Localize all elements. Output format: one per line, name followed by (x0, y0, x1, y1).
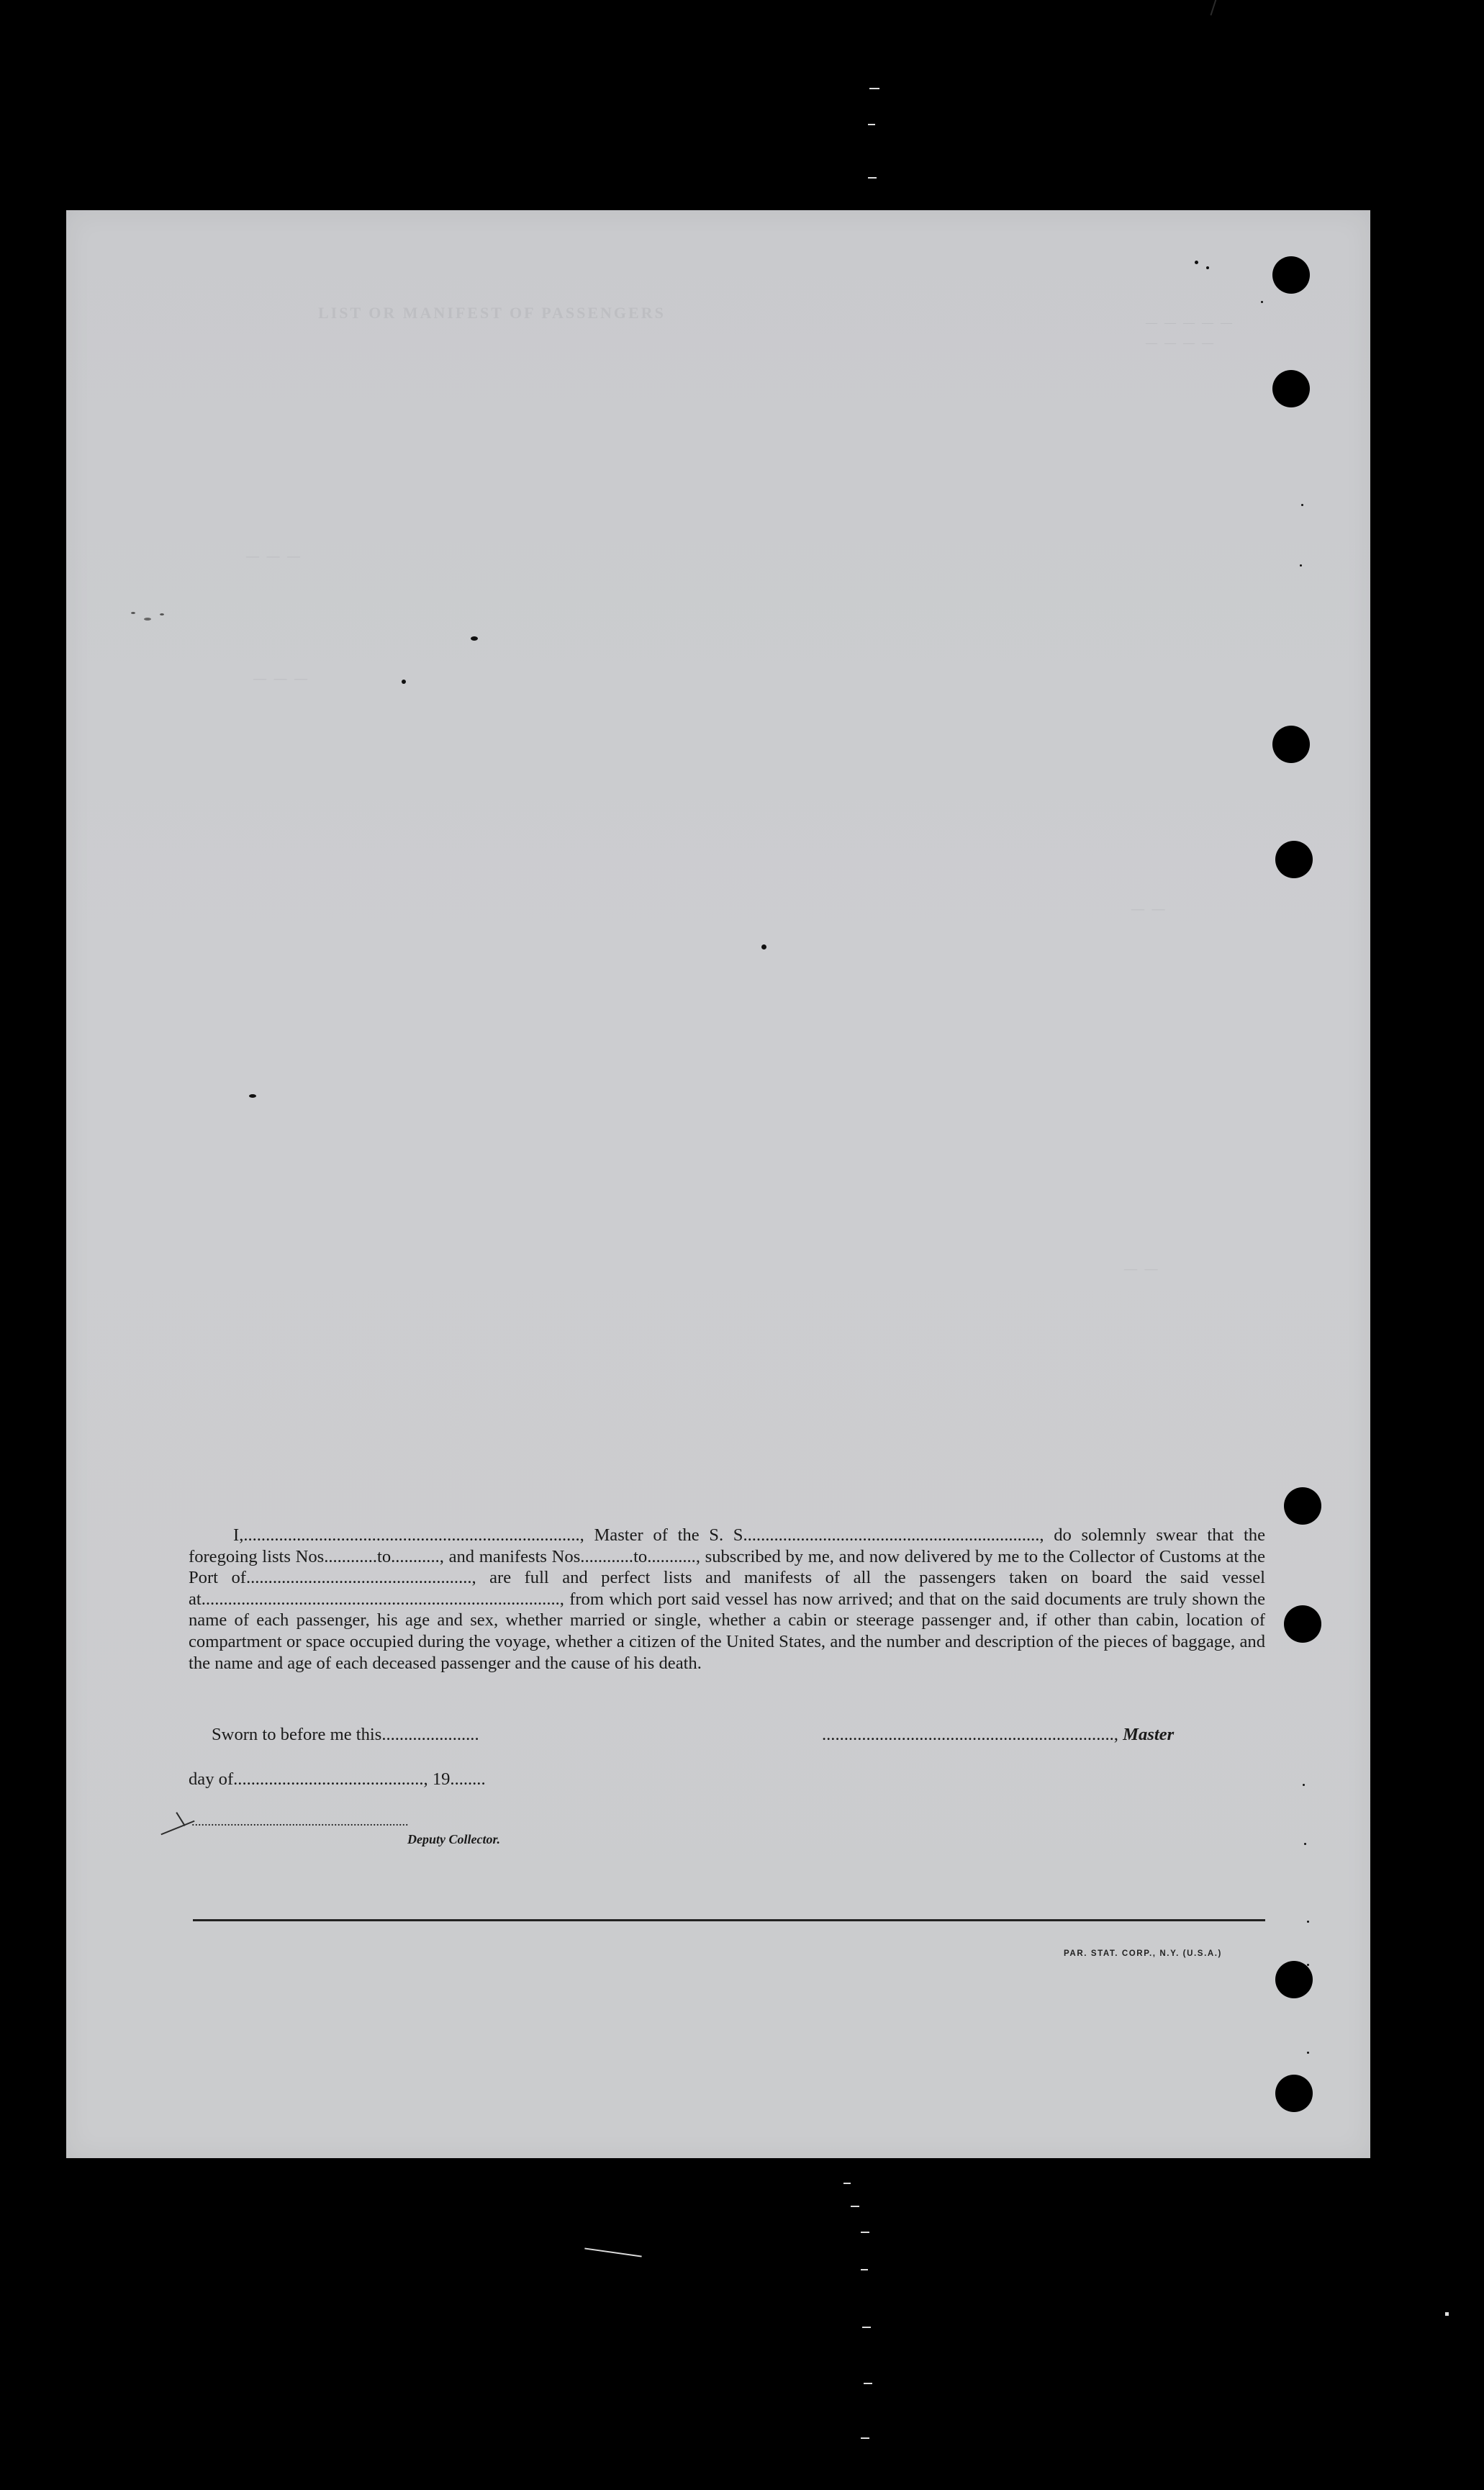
border-speck (1445, 2312, 1449, 2316)
master-signature-line (822, 1725, 1174, 1745)
scan-speck (1206, 266, 1209, 269)
scan-speck (1307, 1921, 1309, 1923)
scan-speck (471, 636, 478, 641)
scan-speck (1307, 1964, 1309, 1966)
binder-hole (1272, 370, 1310, 407)
border-speck (851, 2206, 859, 2207)
border-scratch (584, 2247, 641, 2257)
binder-hole (1275, 841, 1313, 878)
scan-speck (144, 618, 151, 621)
scan-speck (1303, 1784, 1305, 1786)
bleed-through-text: — — (1124, 1261, 1160, 1276)
footer-rule (193, 1919, 1265, 1921)
scan-speck (1301, 504, 1303, 506)
border-speck (862, 2327, 871, 2328)
deputy-collector-label: Deputy Collector. (407, 1832, 500, 1846)
scan-speck (160, 613, 164, 615)
scan-speck (402, 680, 406, 684)
bleed-through-text: — — — (253, 671, 309, 685)
scan-speck (1304, 1843, 1306, 1845)
border-speck (868, 124, 875, 125)
scan-speck (1300, 564, 1302, 567)
master-oath (189, 1525, 1265, 1674)
border-speck (861, 2232, 869, 2233)
printer-imprint: PAR. STAT. CORP., N.Y. (U.S.A.) (1064, 1949, 1222, 1958)
sworn-before-me-line: Sworn to before me this...................... (212, 1725, 479, 1744)
border-speck (869, 88, 879, 89)
border-speck (861, 2269, 868, 2270)
border-speck (861, 2437, 869, 2439)
binder-hole (1284, 1605, 1321, 1643)
binder-hole (1272, 726, 1310, 763)
scan-speck (249, 1094, 256, 1098)
scan-speck (761, 944, 766, 949)
bleed-through-text: — — — (246, 549, 302, 563)
handwritten-mark (176, 1812, 185, 1826)
scan-speck (131, 612, 135, 614)
deputy-collector-signature-line: ................................................................... (191, 1814, 409, 1828)
oath-paragraph: I,............................................................................, Master of the S. S..................................................................., do solemnly swear that the foregoing lists Nos............to..........., and manifests Nos............to..........., subscribed by me, and now delivered by me to the Collector of Customs at the Port of..................................................., are full and perfect lists and manifests of all the passengers taken on board the said vessel at................................................................................., from which port said vessel has now arrived; and that on the said documents are truly shown the name of each passenger, his age and sex, whether married or single, whether a cabin or steerage passenger and, if other than cabin, location of compartment or space occupied during the voyage, whether a citizen of the United States, and the number and description of the pieces of baggage, and the name and age of each deceased passenger and the cause of his death. (189, 1525, 1265, 1673)
scan-speck (1307, 2052, 1309, 2054)
border-scratch (1210, 0, 1218, 16)
binder-hole (1272, 256, 1310, 294)
scan-speck (1195, 261, 1198, 264)
binder-hole (1275, 1961, 1313, 1998)
scan-speck (1261, 301, 1263, 303)
day-of-line: day of..........................................., 19........ (189, 1769, 486, 1789)
master-signature-dots: .................................................................., (822, 1725, 1118, 1744)
handwritten-mark (160, 1821, 194, 1836)
master-label: Master (1123, 1725, 1175, 1744)
bleed-through-text: — — — — — (1146, 317, 1234, 329)
border-speck (843, 2183, 851, 2184)
binder-hole (1284, 1487, 1321, 1525)
document-page (66, 210, 1370, 2158)
bleed-through-text: LIST OR MANIFEST OF PASSENGERS (318, 304, 666, 322)
binder-hole (1275, 2075, 1313, 2112)
border-speck (868, 177, 877, 179)
bleed-through-text: — — — — (1146, 337, 1216, 349)
border-speck (864, 2383, 872, 2384)
bleed-through-text: — — (1131, 901, 1167, 916)
